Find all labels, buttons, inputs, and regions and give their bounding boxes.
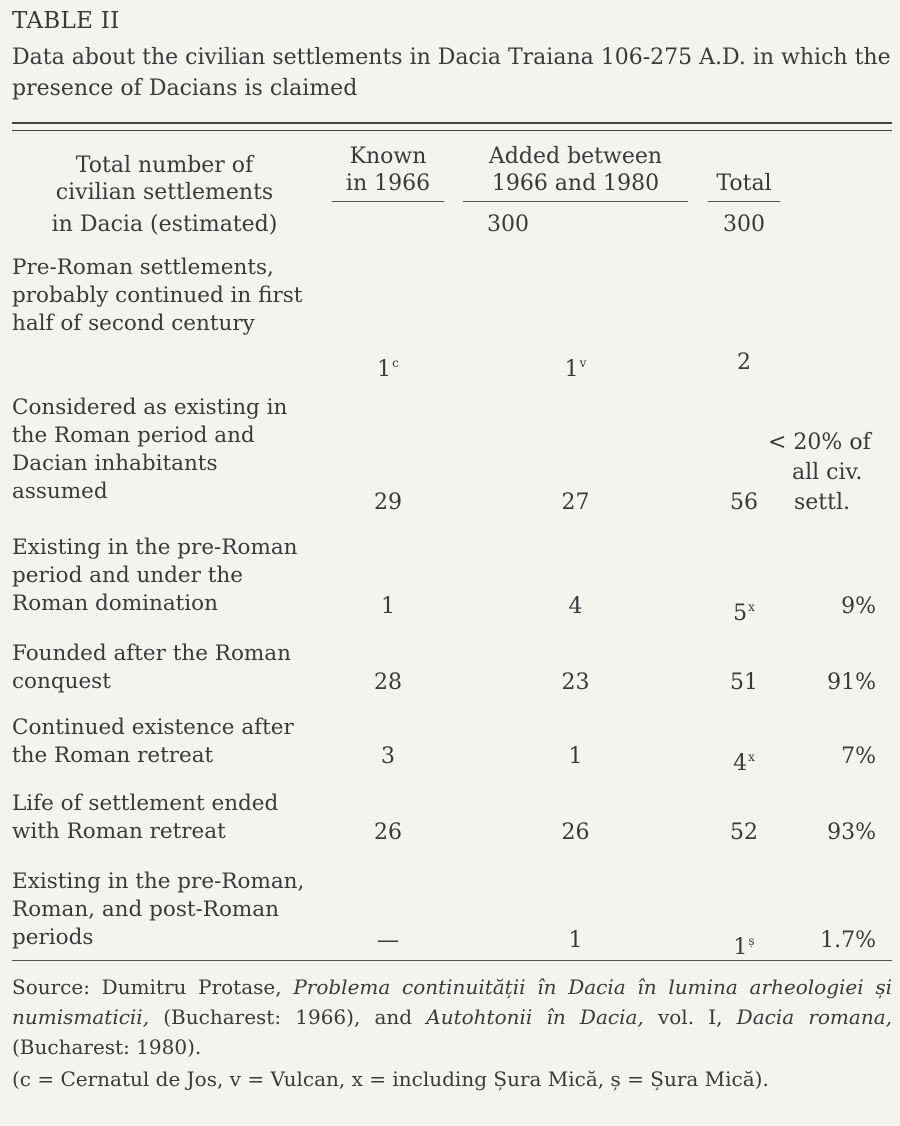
header-col0-line2: civilian settlements — [55, 180, 274, 205]
row-added: 1$^v$ — [564, 356, 587, 382]
row-percent: 93% — [827, 820, 876, 845]
source-note: Source: Dumitru Protase, Problema continuității în Dacia în lumina arheologiei și numismaticii, (Bucharest: 1966), and Autohtonii în Dacia, vol. I, Dacia romana, (Bucharest: 1980). — [12, 975, 892, 1059]
table-caption: Data about the civilian settlements in Dacia Traiana 106-275 A.D. in which the presence of Dacians is claimed — [12, 45, 891, 101]
header-col2-line2: 1966 and 1980 — [491, 171, 660, 196]
row-added: 27 — [561, 490, 590, 515]
row-added: 23 — [561, 670, 590, 695]
row-label: Considered as existing in the Roman period and Dacian inhabitants assumed — [12, 395, 288, 504]
row-percent: 7% — [841, 744, 876, 769]
row-percent: 91% — [827, 670, 876, 695]
legend-note: (c = Cernatul de Jos, v = Vulcan, x = including Șura Mică, ș = Șura Mică). — [12, 1067, 769, 1091]
row-label: Founded after the Roman conquest — [12, 641, 291, 694]
row-total: $1^ș$ — [733, 934, 755, 960]
row-known: 3 — [381, 744, 395, 769]
row-added: 1 — [568, 744, 583, 769]
row-label: Existing in the pre-Roman period and under the Roman domination — [12, 535, 298, 616]
row-total: 2 — [737, 350, 751, 375]
row-note-line2: all civ. — [792, 460, 863, 485]
row-label: Pre-Roman settlements, probably continued in first half of second century — [12, 255, 303, 336]
header-col1-line2: in 1966 — [345, 171, 431, 196]
header-estimate-total: 300 — [723, 212, 765, 237]
row-known: 29 — [374, 490, 402, 515]
header-estimate-added: 300 — [487, 212, 529, 237]
row-label: Continued existence after the Roman retreat — [12, 715, 294, 768]
row-total: 4$^x$ — [733, 750, 755, 776]
table-label: TABLE II — [12, 8, 120, 34]
header-col0-line1: Total number of — [75, 153, 254, 178]
row-total: 56 — [730, 490, 758, 515]
row-known: 28 — [374, 670, 402, 695]
row-note-line1: < 20% of — [768, 430, 871, 455]
header-col1-underline — [332, 201, 444, 202]
top-double-rule — [12, 122, 892, 131]
row-added: 1 — [568, 928, 583, 953]
row-known: 26 — [374, 820, 402, 845]
header-col3: Total — [716, 171, 772, 196]
row-known: 1$^c$ — [377, 356, 399, 382]
header-col2-line1: Added between — [488, 144, 663, 169]
row-note-line3: settl. — [794, 490, 851, 515]
row-added: 4 — [568, 594, 583, 619]
header-col3-underline — [708, 201, 780, 202]
row-known: 1 — [381, 594, 395, 619]
row-label: Existing in the pre-Roman, Roman, and post-Roman periods — [12, 869, 305, 950]
row-known: — — [377, 928, 399, 953]
row-total: 5$^x$ — [733, 600, 755, 626]
row-added: 26 — [561, 820, 590, 845]
header-col1-line1: Known — [349, 144, 427, 169]
header-col0-line3: in Dacia (estimated) — [51, 212, 278, 237]
header-col2-underline — [463, 201, 688, 202]
row-percent: 1.7% — [820, 928, 876, 953]
row-total: 51 — [730, 670, 758, 695]
row-label: Life of settlement ended with Roman retreat — [12, 791, 279, 844]
bottom-rule — [12, 960, 892, 961]
row-total: 52 — [730, 820, 758, 845]
row-percent: 9% — [841, 594, 876, 619]
